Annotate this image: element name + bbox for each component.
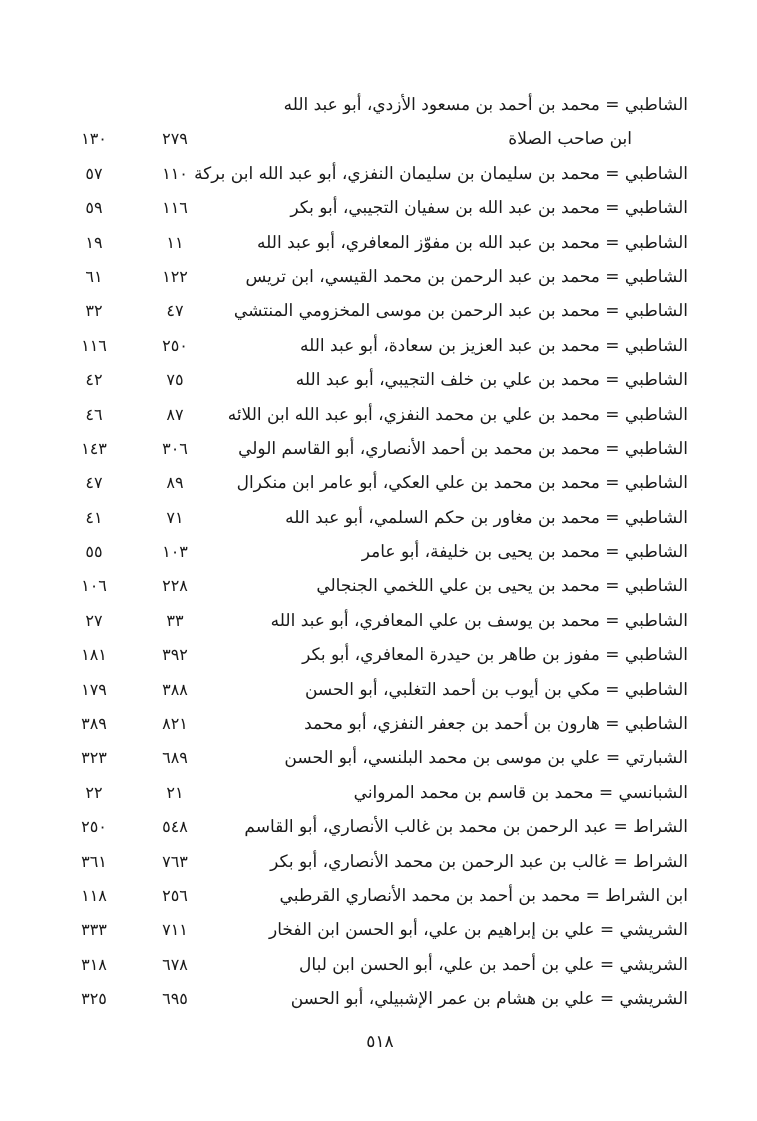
entry-number-secondary: ٢٧ [85,610,103,630]
index-entry [72,810,688,844]
index-entry [72,122,688,156]
entry-name: الشاطبي = محمد بن يوسف بن علي المعافري، أبو عبد الله [270,610,688,631]
index-entries [72,88,688,1017]
entry-name: الشاطبي = محمد بن يحيى بن علي اللخمي الجنجالي [316,576,688,597]
entry-name: الشاطبي = مكي بن أيوب بن أحمد التغلبي، أبو الحسن [304,679,688,700]
entry-number-primary: ٧٦٣ [162,851,188,871]
entry-number-secondary: ٣٢٣ [81,748,107,768]
entry-number-primary: ١١٦ [162,198,188,218]
entry-name: الشبانسي = محمد بن قاسم بن محمد المرواني [353,782,688,803]
entry-number-primary: ٧٥ [166,370,184,390]
index-entry [72,982,688,1016]
entry-number-secondary: ١٩ [85,232,103,252]
entry-number-secondary: ٣٦١ [81,851,107,871]
entry-name: الشاطبي = مفوز بن طاهر بن حيدرة المعافري، أبو بكر [302,645,688,666]
entry-number-primary: ٥٤٨ [162,817,188,837]
entry-name: الشبارتي = علي بن موسى بن محمد البلنسي، أبو الحسن [284,748,688,769]
index-entry [72,501,688,535]
entry-number-secondary: ٢٥٠ [81,817,107,837]
index-entry [72,948,688,982]
entry-number-primary: ١١٠ [162,163,188,183]
entry-number-primary: ٣٨٨ [162,679,188,699]
entry-name: الشاطبي = محمد بن علي بن خلف التجيبي، أبو عبد الله [295,370,688,391]
entry-number-secondary: ٢٢ [85,782,103,802]
index-entry [72,673,688,707]
entry-name: الشاطبي = محمد بن محمد بن أحمد الأنصاري، أبو القاسم الولي [238,438,688,459]
entry-name: الشاطبي = محمد بن عبد الله بن سفيان التجيبي، أبو بكر [290,198,688,219]
index-entry [72,776,688,810]
entry-name: الشاطبي = محمد بن محمد بن علي العكي، أبو عامر ابن منكرال [236,473,688,494]
index-entry [72,260,688,294]
entry-number-secondary: ٤١ [85,507,103,527]
entry-number-primary: ٨٧ [166,404,184,424]
entry-name: الشاطبي = محمد بن أحمد بن مسعود الأزدي، أبو عبد الله [283,95,688,115]
index-entry [72,569,688,603]
entry-name: الشاطبي = محمد بن سليمان بن سليمان النفزي، أبو عبد الله ابن بركة [194,163,688,184]
entry-number-primary: ١٢٢ [162,266,188,286]
index-entry [72,329,688,363]
index-entry [72,535,688,569]
entry-number-primary: ٢٥٠ [162,335,188,355]
entry-number-primary: ٢٥٦ [162,885,188,905]
entry-name: الشاطبي = هارون بن أحمد بن جعفر النفزي، أبو محمد [304,714,688,735]
entry-number-primary: ١١ [166,232,184,252]
entry-number-primary: ٣٠٦ [162,438,188,458]
index-entry [72,398,688,432]
entry-number-secondary: ٤٦ [85,404,103,424]
index-entry [72,466,688,500]
entry-number-primary: ٦٩٥ [162,989,188,1009]
entry-name: الشاطبي = محمد بن عبد العزيز بن سعادة، أبو عبد الله [300,335,688,356]
index-entry [72,88,688,122]
entry-name: الشريشي = علي بن إبراهيم بن علي، أبو الحسن ابن الفخار [269,920,688,941]
entry-name: ابن صاحب الصلاة [508,129,632,150]
index-entry [72,707,688,741]
entry-number-secondary: ١٨١ [81,645,107,665]
entry-number-secondary: ٣٨٩ [81,714,107,734]
entry-number-secondary: ٤٧ [85,473,103,493]
index-entry [72,157,688,191]
entry-number-secondary: ١٤٣ [81,438,107,458]
entry-number-secondary: ١٧٩ [81,679,107,699]
entry-number-secondary: ٦١ [85,266,103,286]
index-entry [72,741,688,775]
entry-number-secondary: ٤٢ [85,370,103,390]
entry-name: الشراط = عبد الرحمن بن محمد بن غالب الأنصاري، أبو القاسم [244,817,688,838]
entry-name: ابن الشراط = محمد بن أحمد بن محمد الأنصاري القرطبي [279,885,688,906]
entry-number-primary: ٣٣ [166,610,184,630]
entry-number-secondary: ٣١٨ [81,954,107,974]
entry-number-secondary: ١١٨ [81,885,107,905]
entry-number-primary: ٢١ [166,782,184,802]
entry-number-secondary: ٣٢ [85,301,103,321]
entry-name: الشريشي = علي بن أحمد بن علي، أبو الحسن ابن لبال [299,954,688,975]
entry-name: الشريشي = علي بن هشام بن عمر الإشبيلي، أبو الحسن [290,989,688,1010]
entry-name: الشاطبي = محمد بن عبد الرحمن بن موسى المخزومي المنتشي [233,301,688,322]
entry-number-secondary: ٥٩ [85,198,103,218]
entry-number-primary: ٨٢١ [162,714,188,734]
entry-number-primary: ٨٩ [166,473,184,493]
entry-number-secondary: ١١٦ [81,335,107,355]
entry-number-primary: ٦٨٩ [162,748,188,768]
entry-number-secondary: ١٠٦ [81,576,107,596]
index-entry [72,845,688,879]
index-entry [72,879,688,913]
index-entry [72,294,688,328]
entry-number-primary: ٧١١ [162,920,188,940]
index-entry [72,363,688,397]
entry-name: الشراط = غالب بن عبد الرحمن بن محمد الأنصاري، أبو بكر [270,851,688,872]
entry-name: الشاطبي = محمد بن عبد الله بن مفوّز المعافري، أبو عبد الله [257,232,688,253]
entry-number-secondary: ١٣٠ [81,129,107,149]
index-entry [72,432,688,466]
entry-name: الشاطبي = محمد بن يحيى بن خليفة، أبو عامر [361,542,688,563]
entry-number-primary: ٢٧٩ [162,129,188,149]
entry-number-primary: ٦٧٨ [162,954,188,974]
entry-number-primary: ١٠٣ [162,542,188,562]
index-entry [72,604,688,638]
index-entry [72,191,688,225]
entry-name: الشاطبي = محمد بن علي بن محمد النفزي، أبو عبد الله ابن اللائه [227,404,688,425]
entry-number-secondary: ٥٥ [85,542,103,562]
entry-number-secondary: ٣٢٥ [81,989,107,1009]
entry-name: الشاطبي = محمد بن عبد الرحمن بن محمد القيسي، ابن تريس [245,266,688,287]
entry-number-primary: ٢٢٨ [162,576,188,596]
index-entry [72,913,688,947]
entry-number-secondary: ٣٣٣ [81,920,107,940]
entry-number-primary: ٤٧ [166,301,184,321]
entry-name: الشاطبي = محمد بن مغاور بن حكم السلمي، أبو عبد الله [285,507,688,528]
entry-number-secondary: ٥٧ [85,163,103,183]
page-number: ٥١٨ [366,1032,394,1052]
index-entry [72,226,688,260]
entry-number-primary: ٣٩٢ [162,645,188,665]
entry-number-primary: ٧١ [166,507,184,527]
index-entry [72,638,688,672]
